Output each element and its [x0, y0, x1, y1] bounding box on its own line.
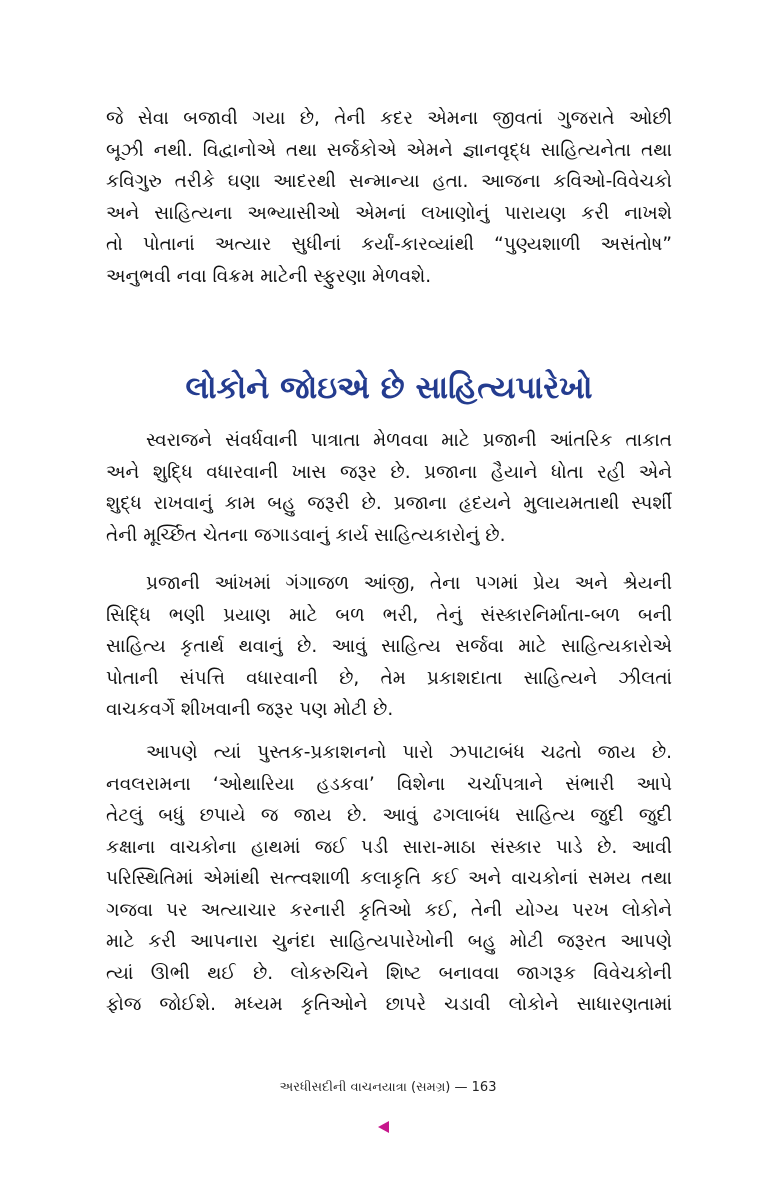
- text-line: વાચકવર્ગે શીખવાની જરૂર પણ મોટી છે.: [106, 699, 394, 720]
- text-line: ફોજ જોઈશે. મધ્યમ કૃતિઓને છાપરે ચડાવી લોકોને સાધારણતામાં: [106, 994, 672, 1015]
- text-line: બૂઝી નથી. વિદ્વાનોએ તથા સર્જકોએ એમને જ્ઞાનવૃદ્ધ સાહિત્યનેતા તથા: [106, 139, 672, 161]
- footer-book-title: અરધીસદીની વાચનયાત્રા (સમગ્ર): [279, 1080, 451, 1095]
- paragraph-2: [106, 568, 672, 726]
- text-line: સિદ્ધિ ભણી પ્રયાણ માટે બળ ભરી, તેનું સંસ્કારનિર્માતા-બળ બની: [106, 604, 672, 626]
- text-line: તેની મૂર્ચ્છિત ચેતના જગાડવાનું કાર્ય સાહિત્યકારોનું છે.: [106, 524, 506, 546]
- text-line: આપણે ત્યાં પુસ્તક-પ્રકાશનનો પારો ઝપાટાબંધ ચઢતો જાય છે.: [146, 742, 672, 763]
- text-line: અને સાહિત્યના અભ્યાસીઓ એમનાં લખાણોનું પારાયણ કરી નાખશે: [106, 202, 672, 224]
- page-number: 163: [471, 1080, 497, 1095]
- text-line: કક્ષાના વાચકોના હાથમાં જઈ પડી સારા-માઠા સંસ્કાર પાડે છે. આવી: [106, 836, 672, 858]
- intro-paragraph: [106, 103, 672, 292]
- paragraph-3: [106, 737, 672, 1021]
- text-line: જે સેવા બજાવી ગયા છે, તેની કદર એમના જીવતાં ગુજરાતે ઓછી: [106, 108, 672, 129]
- text-line: પોતાની સંપત્તિ વધારવાની છે, તેમ પ્રકાશદાતા સાહિત્યને ઝીલતાં: [106, 667, 672, 689]
- text-line: સ્વરાજને સંવર્ધવાની પાત્રાતા મેળવવા માટે પ્રજાની આંતરિક તાકાત: [146, 430, 672, 451]
- text-line: સાહિત્ય કૃતાર્થ થવાનું છે. આવું સાહિત્ય સર્જવા માટે સાહિત્યકારોએ: [106, 636, 672, 657]
- text-line: પરિસ્થિતિમાં એમાંથી સત્ત્વશાળી કલાકૃતિ કઈ અને વાચકોનાં સમય તથા: [106, 868, 672, 889]
- text-line: તો પોતાનાં અત્યાર સુધીનાં કર્યાં-કારવ્યાંથી “પુણ્યશાળી અસંતોષ”: [106, 234, 672, 255]
- page-footer: [0, 1078, 776, 1098]
- previous-page-triangle-icon[interactable]: [378, 1121, 389, 1133]
- text-line: તેટલું બધું છપાયે જ જાય છે. આવું ઢગલાબંધ સાહિત્ય જુદી જુદી: [106, 805, 672, 826]
- text-line: કવિગુરુ તરીકે ઘણા આદરથી સન્માન્યા હતા. આજના કવિઓ-વિવેચકો: [106, 171, 672, 192]
- section-heading: લોકોને જોઇએ છે સાહિત્યપારેખો: [185, 370, 593, 406]
- text-line: માટે કરી આપનારા ચુનંદા સાહિત્યપારેખોની બહુ મોટી જરૂરત આપણે: [106, 931, 672, 952]
- text-line: ત્યાં ઊભી થઈ છે. લોકરુચિને શિષ્ટ બનાવવા જાગરૂક વિવેચકોની: [106, 962, 672, 984]
- paragraph-1: [106, 425, 672, 551]
- text-line: અને શુદ્ધિ વધારવાની ખાસ જરૂર છે. પ્રજાના હૈયાને ધોતા રહી એને: [106, 461, 672, 483]
- text-line: પ્રજાની આંખમાં ગંગાજળ આંજી, તેના પગમાં પ્રેય અને શ્રેયની: [146, 573, 672, 594]
- footer-separator: —: [454, 1080, 468, 1095]
- text-line: અનુભવી નવા વિક્રમ માટેની સ્ફુરણા મેળવશે.: [106, 265, 432, 287]
- text-line: શુદ્ધ રાખવાનું કામ બહુ જરૂરી છે. પ્રજાના હૃદયને મુલાયમતાથી સ્પર્શી: [106, 493, 672, 514]
- text-line: નવલરામના ‘ઓથારિયા હડકવા’ વિશેના ચર્ચાપત્રાને સંભારી આપે: [106, 773, 672, 795]
- text-line: ગજવા પર અત્યાચાર કરનારી કૃતિઓ કઈ, તેની યોગ્ય પરખ લોકોને: [106, 899, 672, 921]
